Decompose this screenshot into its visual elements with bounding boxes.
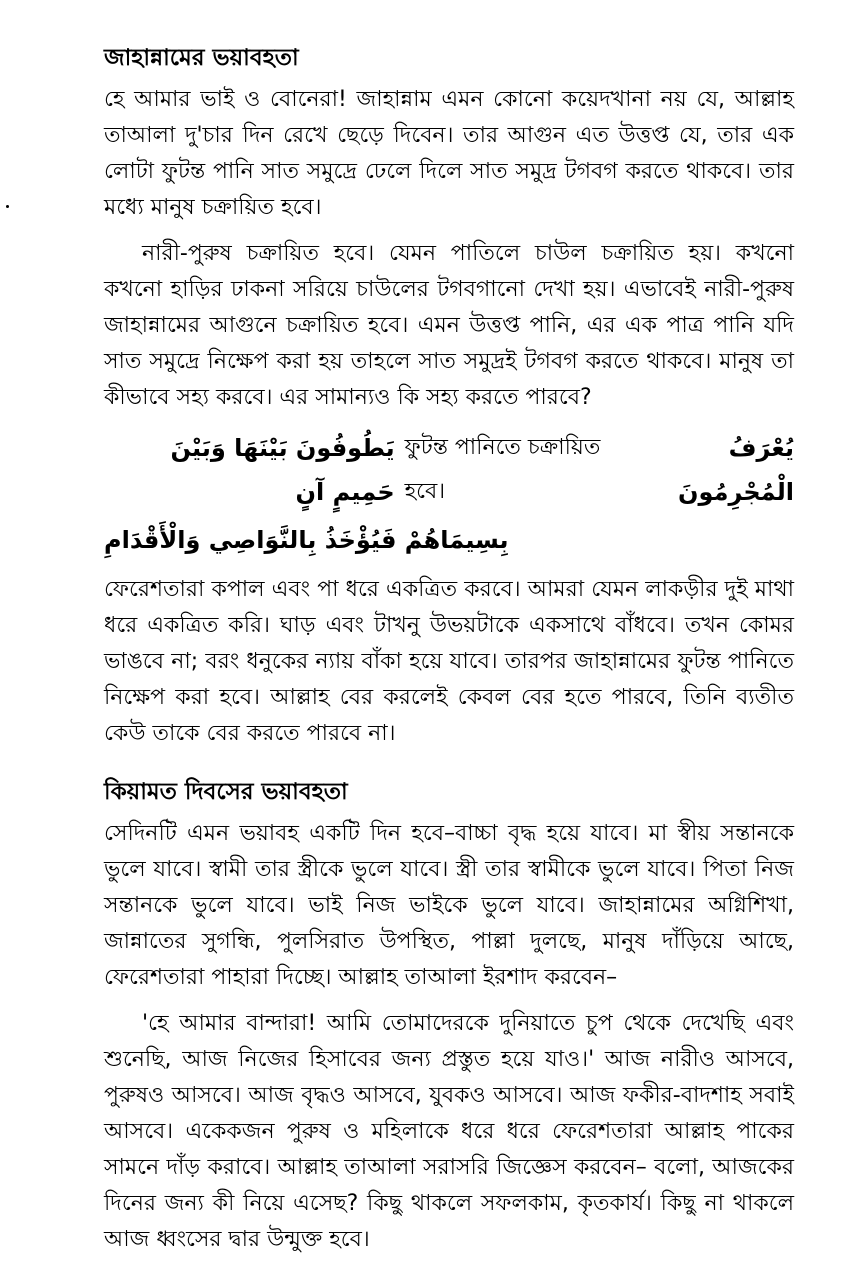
verse-translation: ফুটন্ত পানিতে চক্রায়িত হবে। bbox=[404, 435, 601, 504]
quran-verse-left: يُعْرَفُ الْمُجْرِمُونَ bbox=[678, 434, 794, 506]
book-page bbox=[104, 40, 794, 1268]
quran-verse-line bbox=[104, 426, 794, 514]
paragraph-hell-intro: হে আমার ভাই ও বোনেরা! জাহান্নাম এমন কোনো কয়েদখানা নয় যে, আল্লাহ তাআলা দু'চার দিন রেখে ছেড়ে দিবেন। তার আগুন এত উত্তপ্ত যে, তার এক লোটা ফুটন্ত পানি সাত সমুদ্রে ঢেলে দিলে সাত সমুদ্র টগবগ করতে থাকবে। তার মধ্যে মানুষ চক্রায়িত হবে। bbox=[104, 87, 794, 220]
paragraph-judgment-day: সেদিনটি এমন ভয়াবহ একটি দিন হবে–বাচ্চা বৃদ্ধ হয়ে যাবে। মা স্বীয় সন্তানকে ভুলে যাবে। স্বামী তার স্ত্রীকে ভুলে যাবে। স্ত্রী তার স্বামীকে ভুলে যাবে। পিতা নিজ সন্তানকে ভুলে যাবে। ভাই নিজ ভাইকে ভুলে যাবে। জাহান্নামের অগ্নিশিখা, জান্নাতের সুগন্ধি, পুলসিরাত উপস্থিত, পাল্লা দুলছে, মানুষ দাঁড়িয়ে আছে, ফেরেশতারা পাহারা দিচ্ছে। আল্লাহ তাআলা ইরশাদ করবেন– bbox=[104, 821, 794, 990]
quran-verse-right: يَطُوفُونَ بَيْنَهَا وَبَيْنَ حَمِيمٍ آنٍ bbox=[170, 434, 395, 506]
paragraph-hell-boiling: নারী-পুরুষ চক্রায়িত হবে। যেমন পাতিলে চাউল চক্রায়িত হয়। কখনো কখনো হাড়ির ঢাকনা সরিয়ে চাউলের টগবগানো দেখা হয়। এভাবেই নারী-পুরুষ জাহান্নামের আগুনে চক্রায়িত হবে। এমন উত্তপ্ত পানি, এর এক পাত্র পানি যদি সাত সমুদ্রে নিক্ষেপ করা হয় তাহলে সাত সমুদ্রই টগবগ করতে থাকবে। মানুষ তা কীভাবে সহ্য করবে। এর সামান্যও কি সহ্য করতে পারবে? bbox=[104, 241, 794, 410]
scan-speck bbox=[6, 205, 9, 208]
paragraph-allah-address: 'হে আমার বান্দারা! আমি তোমাদেরকে দুনিয়াতে চুপ থেকে দেখেছি এবং শুনেছি, আজ নিজের হিসাবের জন্য প্রস্তুত হয়ে যাও।' আজ নারীও আসবে, পুরুষও আসবে। আজ বৃদ্ধও আসবে, যুবকও আসবে। আজ ফকীর-বাদশাহ সবাই আসবে। একেকজন পুরুষ ও মহিলাকে ধরে ধরে ফেরেশতারা আল্লাহ পাকের সামনে দাঁড় করাবে। আল্লাহ তাআলা সরাসরি জিজ্ঞেস করবেন– বলো, আজকের দিনের জন্য কী নিয়ে এসেছ? কিছু থাকলে সফলকাম, কৃতকার্য। কিছু না থাকলে আজ ধ্বংসের দ্বার উন্মুক্ত হবে। bbox=[104, 1011, 794, 1252]
quran-verse-line-2 bbox=[104, 518, 794, 562]
quran-verse-continued: بِسِيمَاهُمْ فَيُؤْخَذُ بِالنَّوَاصِي وَالْأَقْدَامِ bbox=[104, 526, 509, 554]
section-heading-judgment-day: কিয়ামত দিবসের ভয়াবহতা bbox=[104, 779, 348, 805]
paragraph-angels-seize: ফেরেশতারা কপাল এবং পা ধরে একত্রিত করবে। আমরা যেমন লাকড়ীর দুই মাথা ধরে একত্রিত করি। ঘাড় এবং টাখনু উভয়টাকে একসাথে বাঁধবে। তখন কোমর ভাঙবে না; বরং ধনুকের ন্যায় বাঁকা হয়ে যাবে। তারপর জাহান্নামের ফুটন্ত পানিতে নিক্ষেপ করা হবে। আল্লাহ বের করলেই কেবল বের হতে পারবে, তিনি ব্যতীত কেউ তাকে বের করতে পারবে না। bbox=[104, 577, 794, 746]
section-heading-hell: জাহান্নামের ভয়াবহতা bbox=[104, 45, 299, 71]
